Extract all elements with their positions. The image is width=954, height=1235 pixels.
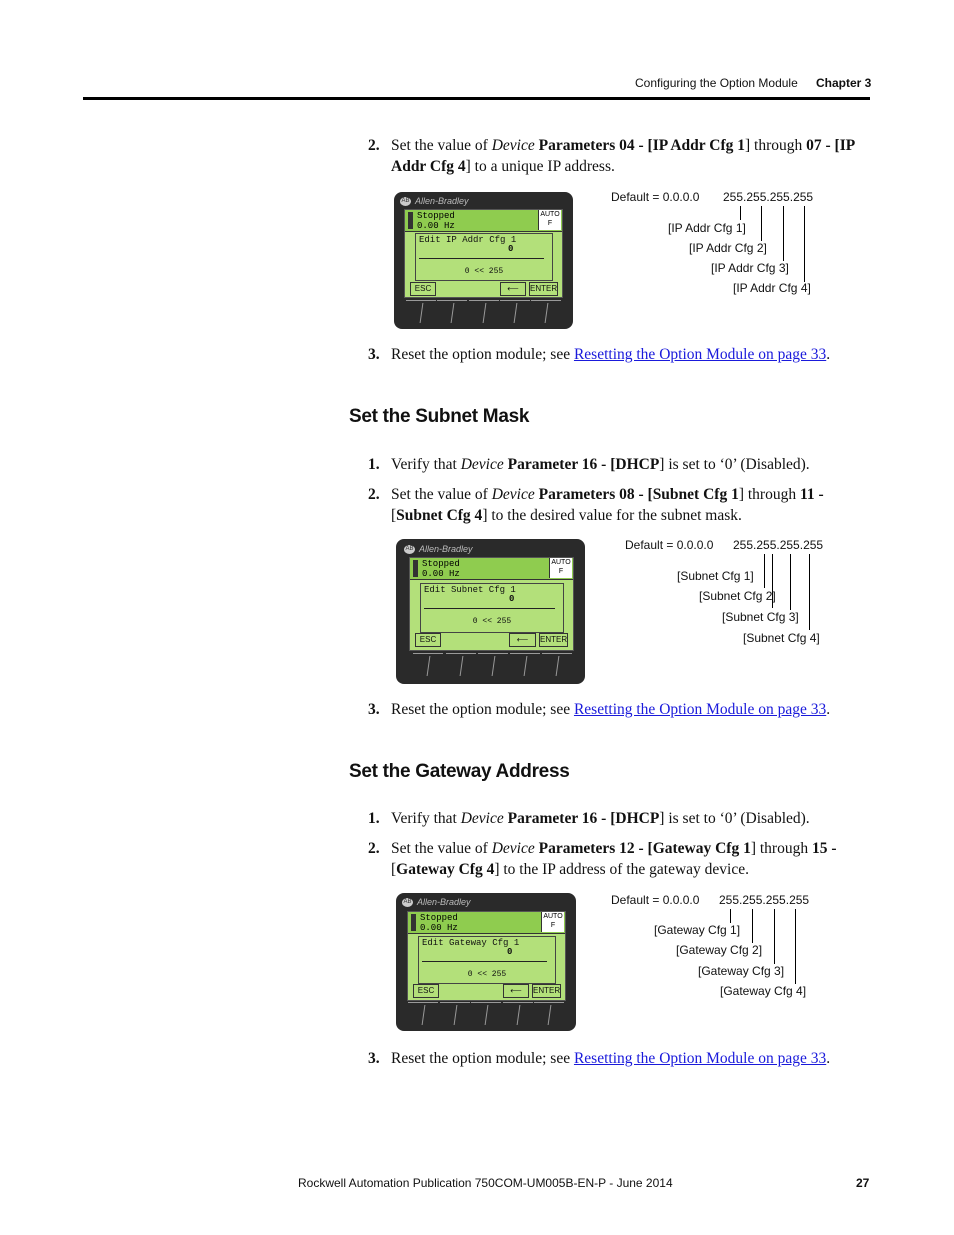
footer-publication: Rockwell Automation Publication 750COM-UM005B-EN-P - June 2014 — [298, 1176, 673, 1190]
hmi-keypad-ip: AB Allen-Bradley Stopped 0.00 Hz AUTO F Edit IP Addr Cfg 1 0 0 << 255 ESC ⟵ ENTER — [394, 192, 573, 329]
function-key-2[interactable] — [446, 653, 476, 678]
reset-module-link[interactable]: Resetting the Option Module on page 33 — [573, 701, 827, 718]
function-keys — [396, 1002, 576, 1026]
function-key-3[interactable] — [469, 300, 499, 325]
function-key-4[interactable] — [503, 1002, 533, 1027]
gateway-step-2: 2. Set the value of Device Parameters 12 - [Gateway Cfg 1] through 15 - [Gateway Cfg 4] to the IP address of the gateway device. — [368, 840, 837, 878]
function-key-4[interactable] — [500, 300, 530, 325]
esc-softkey[interactable]: ESC — [415, 633, 441, 647]
subnet-step-2: 2. Set the value of Device Parameters 08 - [Subnet Cfg 1] through 11 - [Subnet Cfg 4] to the desired value for the subnet mask. — [368, 486, 824, 524]
page-number: 27 — [856, 1176, 870, 1190]
ab-logo-icon: AB — [403, 899, 412, 906]
ab-logo-icon: AB — [401, 198, 410, 205]
subnet-step-3: 3. Reset the option module; see Resetting the Option Module on page 33. — [368, 701, 831, 718]
auto-indicator: AUTO F — [549, 558, 572, 578]
esc-softkey[interactable]: ESC — [410, 282, 436, 296]
auto-indicator: AUTO F — [538, 210, 561, 230]
esc-softkey[interactable]: ESC — [413, 984, 439, 998]
status-bar: Stopped 0.00 Hz AUTO F — [410, 558, 573, 580]
subnet-step-1: 1. Verify that Device Parameter 16 - [DHCP] is set to ‘0’ (Disabled). — [368, 456, 810, 473]
ip-step-2: 2. Set the value of Device Parameters 04 - [IP Addr Cfg 1] through 07 - [IP Addr Cfg 4] to a unique IP address. — [368, 137, 855, 175]
function-key-3[interactable] — [478, 653, 508, 678]
section-title-gateway: Set the Gateway Address — [349, 761, 570, 782]
lcd-screen — [404, 209, 563, 298]
auto-indicator: AUTO F — [541, 912, 564, 932]
edit-parameter-box: Edit Gateway Cfg 1 0 0 << 255 — [418, 936, 556, 984]
edit-parameter-box: Edit IP Addr Cfg 1 0 0 << 255 — [415, 233, 553, 281]
function-key-1[interactable] — [413, 653, 443, 678]
ab-logo-icon: AB — [405, 546, 414, 553]
lock-icon — [408, 212, 413, 229]
lcd-screen — [409, 557, 574, 651]
function-key-2[interactable] — [440, 1002, 470, 1027]
function-key-4[interactable] — [510, 653, 540, 678]
function-key-5[interactable] — [542, 653, 572, 678]
header-rule — [83, 97, 870, 100]
reset-module-link[interactable]: Resetting the Option Module on page 33 — [573, 1050, 827, 1067]
hmi-keypad-gateway: AB Allen-Bradley Stopped 0.00 Hz AUTO F Edit Gateway Cfg 1 0 0 << 255 ESC ⟵ ENTER — [396, 893, 576, 1031]
function-keys — [394, 300, 573, 324]
header-section-title: Configuring the Option Module — [635, 76, 798, 90]
header-chapter: Chapter 3 — [816, 76, 872, 90]
enter-softkey[interactable]: ENTER — [532, 984, 561, 998]
function-key-5[interactable] — [534, 1002, 564, 1027]
lcd-screen — [407, 911, 566, 1001]
reset-module-link[interactable]: Resetting the Option Module on page 33 — [573, 346, 827, 363]
lock-icon — [411, 914, 416, 931]
gateway-step-1: 1. Verify that Device Parameter 16 - [DHCP] is set to ‘0’ (Disabled). — [368, 810, 810, 827]
enter-softkey[interactable]: ENTER — [539, 633, 568, 647]
function-key-5[interactable] — [531, 300, 561, 325]
backspace-softkey[interactable]: ⟵ — [500, 282, 526, 296]
enter-softkey[interactable]: ENTER — [529, 282, 558, 296]
status-bar: Stopped 0.00 Hz AUTO F — [405, 210, 562, 232]
lock-icon — [413, 560, 418, 577]
backspace-softkey[interactable]: ⟵ — [509, 633, 536, 647]
function-key-1[interactable] — [408, 1002, 438, 1027]
edit-parameter-box: Edit Subnet Cfg 1 0 0 << 255 — [420, 583, 564, 633]
section-title-subnet: Set the Subnet Mask — [349, 406, 530, 427]
gateway-step-3: 3. Reset the option module; see Resetting the Option Module on page 33. — [368, 1050, 831, 1067]
backspace-softkey[interactable]: ⟵ — [503, 984, 529, 998]
function-key-2[interactable] — [437, 300, 467, 325]
ip-step-3: 3. Reset the option module; see Resetting the Option Module on page 33. — [368, 346, 831, 363]
function-key-3[interactable] — [471, 1002, 501, 1027]
function-keys — [396, 653, 585, 677]
status-bar: Stopped 0.00 Hz AUTO F — [408, 912, 565, 934]
function-key-1[interactable] — [406, 300, 436, 325]
hmi-keypad-subnet: AB Allen-Bradley Stopped 0.00 Hz AUTO F Edit Subnet Cfg 1 0 0 << 255 ESC ⟵ ENTER — [396, 539, 585, 684]
